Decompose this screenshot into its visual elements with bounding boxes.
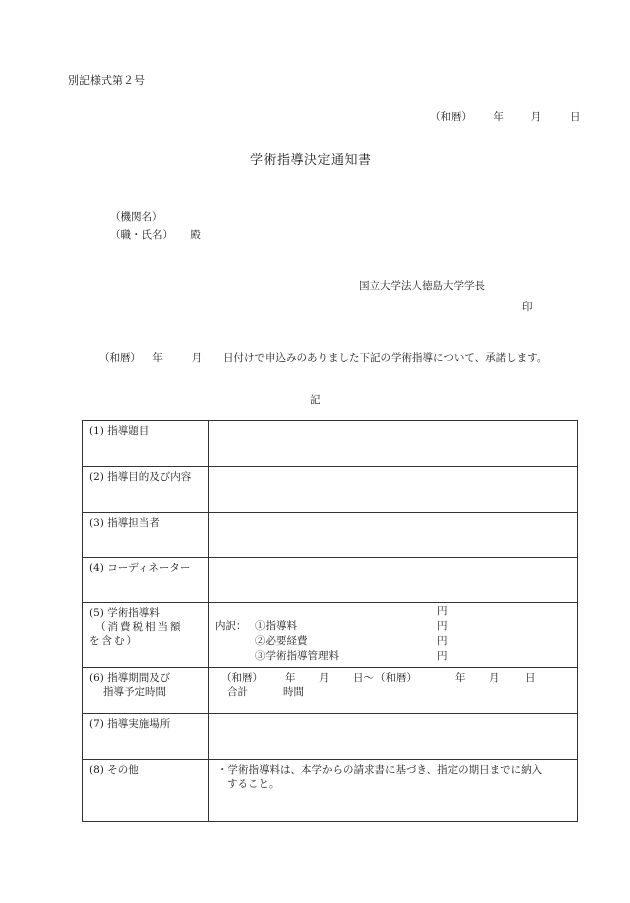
period-row — [83, 668, 578, 714]
row-label: (1) 指導題目 — [83, 421, 209, 467]
place-row — [83, 714, 578, 760]
period-total: 合計 — [227, 686, 248, 698]
period-year: 年 — [285, 672, 296, 684]
row-value[interactable] — [209, 513, 578, 558]
name-label-text: （職・氏名） — [110, 229, 173, 241]
fee-yen: 円 — [437, 635, 448, 647]
org-label: （機関名） — [110, 211, 163, 223]
period-label-line1: (6) 指導期間及び — [89, 672, 171, 684]
row-label: (3) 指導担当者 — [83, 513, 209, 558]
date-line — [430, 109, 581, 124]
page-title: 学術指導決定通知書 — [250, 153, 372, 168]
body-era: （和暦） — [99, 352, 141, 364]
row-value[interactable] — [209, 714, 578, 760]
fee-yen: 円 — [437, 620, 448, 632]
note-line2: すること。 — [227, 778, 280, 790]
table-row — [83, 467, 578, 513]
fee-label-line1: (5) 学術指導料 — [89, 607, 160, 619]
form-number: 別記様式第２号 — [68, 74, 145, 87]
row-label: (7) 指導実施場所 — [83, 714, 209, 760]
body-sentence: 日付けで申込みのありました下記の学術指導について、承諾します。 — [223, 352, 548, 364]
row-value[interactable] — [209, 558, 578, 603]
date-era: （和暦） — [430, 111, 472, 123]
ki-heading: 記 — [310, 394, 321, 406]
fee-row — [83, 603, 578, 668]
fee-label-line3: を含む） — [89, 635, 139, 647]
issuer-name: 国立大学法人徳島大学学長 — [359, 280, 485, 292]
fee-yen: 円 — [437, 605, 448, 617]
period-end-year: 年 — [455, 672, 466, 684]
period-day-tilde: 日〜 — [353, 672, 374, 684]
period-end-day: 日 — [525, 672, 536, 684]
fee-item: ②必要経費 — [255, 635, 308, 647]
row-label: (4) コーディネーター — [83, 558, 209, 603]
row-value[interactable] — [209, 467, 578, 513]
note-line1: ・学術指導料は、本学からの請求書に基づき、指定の期日までに納入 — [217, 764, 543, 776]
period-start-era: （和暦） — [221, 672, 263, 684]
honorific: 殿 — [190, 229, 201, 241]
fee-value[interactable] — [209, 603, 578, 668]
period-label — [83, 668, 209, 714]
breakdown-prefix: 内訳： — [215, 620, 247, 632]
other-row — [83, 760, 578, 822]
fee-item: ③学術指導管理料 — [255, 650, 339, 662]
table-row — [83, 558, 578, 603]
table-row — [83, 421, 578, 467]
period-value[interactable] — [209, 668, 578, 714]
row-value[interactable] — [209, 421, 578, 467]
body-year: 年 — [152, 352, 163, 364]
date-month: 月 — [530, 111, 542, 123]
period-label-line2: 指導予定時間 — [103, 686, 166, 698]
body-text — [99, 350, 547, 365]
date-year: 年 — [493, 111, 504, 123]
row-label: (8) その他 — [83, 760, 209, 822]
row-label: (2) 指導目的及び内容 — [83, 467, 209, 513]
period-hours: 時間 — [283, 686, 304, 698]
fee-item: ①指導料 — [255, 620, 297, 632]
period-end-month: 月 — [489, 672, 500, 684]
body-month: 月 — [191, 352, 203, 364]
fee-label — [83, 603, 209, 668]
other-note — [209, 760, 578, 822]
table-row — [83, 513, 578, 558]
date-day: 日 — [570, 111, 581, 123]
fee-yen: 円 — [437, 650, 448, 662]
fee-label-line2: （消費税相当額 — [95, 621, 183, 633]
period-end-era: （和暦） — [375, 672, 417, 684]
seal-mark: 印 — [522, 301, 533, 313]
details-table — [82, 420, 578, 822]
period-month: 月 — [319, 672, 330, 684]
name-label — [110, 227, 201, 242]
